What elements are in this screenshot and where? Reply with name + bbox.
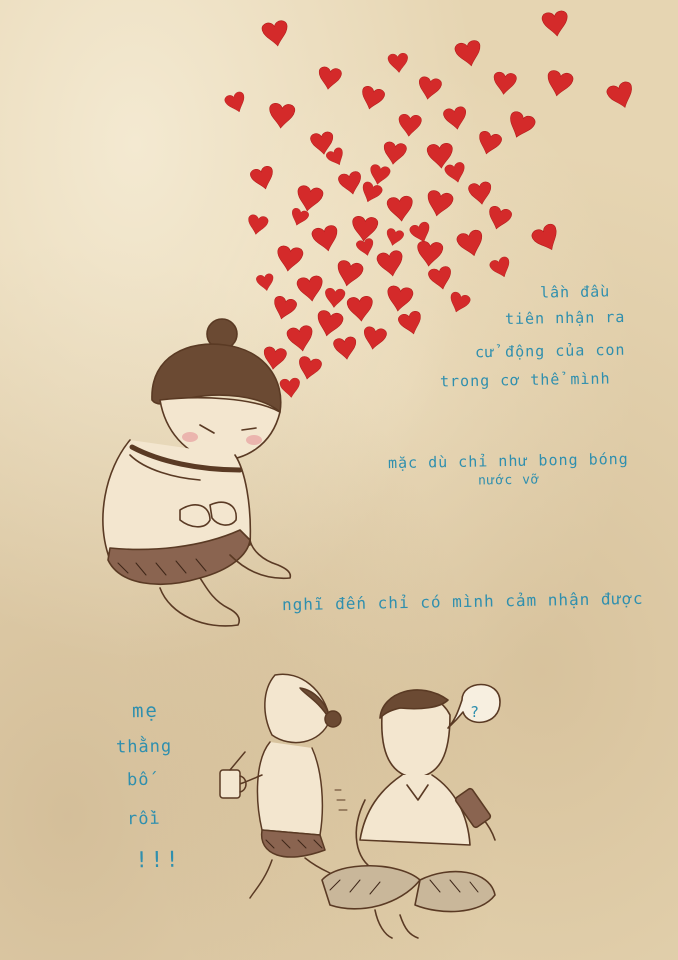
- heart-icon: [256, 273, 275, 292]
- heart-icon: [324, 288, 345, 309]
- heart-icon: [475, 130, 502, 157]
- heart-icon: [224, 91, 249, 116]
- heart-icon: [454, 39, 484, 68]
- heart-icon: [385, 285, 413, 313]
- heart-icon: [376, 250, 405, 278]
- heart-icon: [443, 106, 469, 131]
- heart-icon: [544, 69, 574, 98]
- heart-icon: [387, 196, 415, 223]
- heart-icon: [388, 53, 409, 74]
- shout-line-2: thằng: [115, 736, 173, 758]
- heart-icon: [280, 378, 302, 399]
- heart-icon: [468, 181, 493, 206]
- heart-icon: [397, 310, 424, 337]
- heart-icon: [492, 72, 517, 96]
- heart-icon: [268, 103, 295, 129]
- heart-icon: [334, 259, 364, 288]
- heart-icon: [261, 20, 290, 48]
- heart-icon: [424, 189, 454, 218]
- heart-icon: [337, 171, 364, 197]
- heart-icon: [311, 224, 341, 253]
- heart-icon: [314, 309, 344, 338]
- heart-icon: [246, 214, 269, 236]
- heart-icon: [289, 207, 310, 228]
- heart-icon: [358, 181, 383, 206]
- heart-icon: [427, 266, 454, 292]
- heart-icon: [361, 326, 387, 351]
- heart-icon: [325, 146, 347, 168]
- caption-line-5: mặc dù chỉ như bong bóng: [387, 449, 629, 473]
- heart-icon: [530, 222, 563, 255]
- heart-icon: [275, 245, 303, 273]
- heart-icon: [295, 185, 324, 213]
- caption-line-4: trong cơ thể mình: [439, 369, 611, 391]
- heart-icon: [286, 325, 315, 353]
- hearts-stream: [224, 10, 637, 398]
- caption-line-1: lần đầu: [539, 282, 611, 302]
- heart-icon: [296, 356, 323, 382]
- heart-icon: [270, 295, 297, 322]
- heart-icon: [398, 114, 422, 138]
- heart-icon: [317, 66, 342, 91]
- heart-icon: [605, 80, 637, 111]
- heart-icon: [355, 238, 375, 258]
- heart-icon: [358, 85, 385, 112]
- caption-line-7: nghĩ đến chỉ có mình cảm nhận được: [281, 588, 644, 615]
- mother-walking: [220, 674, 350, 898]
- speech-bubble-text: ?: [470, 703, 480, 721]
- heart-icon: [382, 141, 407, 166]
- heart-icon: [485, 205, 512, 232]
- heart-icon: [505, 110, 537, 142]
- father-figure: [322, 685, 500, 939]
- heart-icon: [416, 241, 443, 267]
- heart-icon: [489, 256, 514, 281]
- caption-line-6: nước vỡ: [477, 472, 540, 489]
- heart-icon: [444, 161, 468, 184]
- heart-icon: [347, 296, 374, 322]
- heart-icon: [541, 10, 569, 38]
- heart-icon: [351, 216, 378, 242]
- shout-line-4: rồi: [126, 808, 161, 830]
- caption-line-2: tiên nhận ra: [504, 307, 626, 329]
- heart-icon: [333, 336, 358, 361]
- heart-icon: [447, 291, 472, 315]
- heart-icon: [296, 275, 324, 303]
- heart-icon: [456, 229, 487, 259]
- heart-icon: [384, 228, 404, 248]
- mother-figure: [103, 319, 290, 626]
- heart-icon: [249, 165, 276, 192]
- heart-icon: [416, 76, 442, 101]
- caption-line-3: cử động của con: [474, 340, 626, 362]
- shout-line-5: !!!: [134, 847, 181, 874]
- shout-line-3: bố: [126, 769, 150, 791]
- shout-line-1: mẹ: [131, 699, 160, 723]
